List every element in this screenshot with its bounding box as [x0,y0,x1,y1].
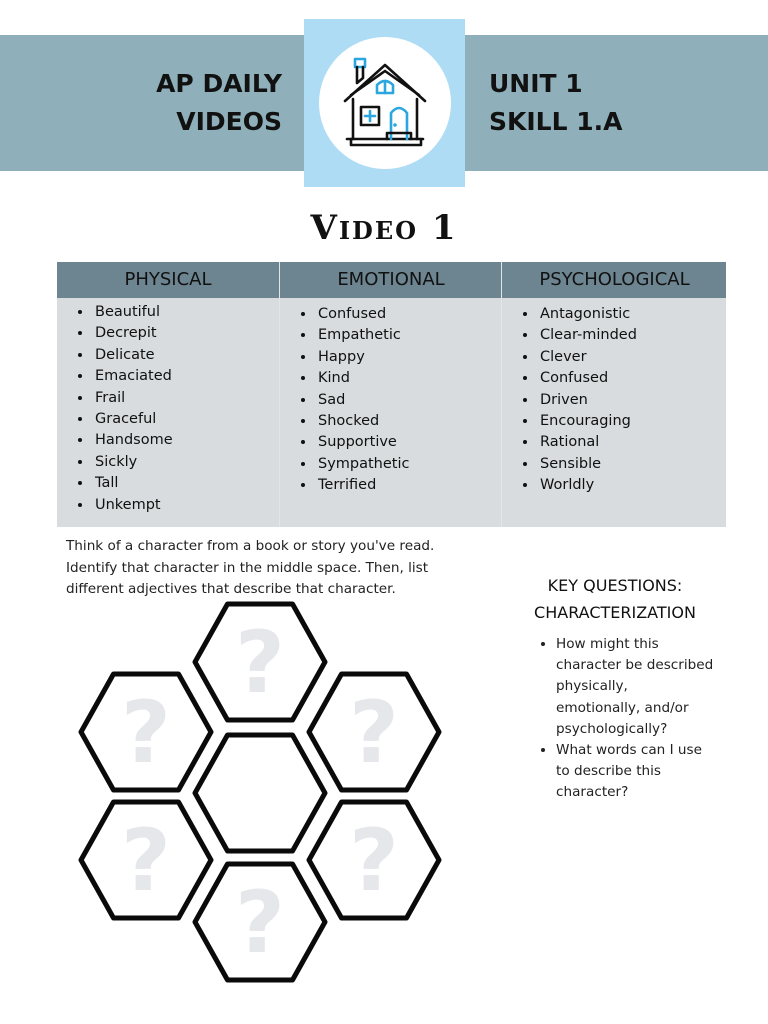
list-item: • Clear-minded [538,325,727,346]
list-item: • Sad [316,390,502,411]
banner-right-line1: UNIT 1 [489,69,583,98]
question-mark-placeholder: ? [235,873,285,973]
list-item: • Shocked [316,411,502,432]
list-item: • Sensible [538,454,727,475]
question-mark-placeholder: ? [349,811,399,911]
list-item: • Frail [93,388,279,409]
list-item: • Sympathetic [316,454,502,475]
list-item: • Decrepit [93,323,279,344]
list-item: • Driven [538,390,727,411]
list-item: • Antagonistic [538,304,727,325]
list-item: • Confused [316,304,502,325]
key-questions-title-line1: KEY QUESTIONS: [547,576,683,595]
banner-right-line2: SKILL 1.A [489,107,623,136]
list-item: • Delicate [93,345,279,366]
list-item: • Worldly [538,475,727,496]
key-questions-title-line2: CHARACTERIZATION [534,603,696,622]
list-item: • Emaciated [93,366,279,387]
banner-left-line2: VIDEOS [176,107,282,136]
list-item: • Supportive [316,432,502,453]
question-mark-placeholder: ? [121,811,171,911]
list-item: • Unkempt [93,495,279,516]
list-item: • Encouraging [538,411,727,432]
column-header-psychological: PSYCHOLOGICAL [539,269,690,290]
list-item: • Tall [93,473,279,494]
question-mark-placeholder: ? [235,613,285,713]
instructions-text: Think of a character from a book or story you've read. Identify that character in the middle space. Then, list different adjectives that describe that character. [66,538,435,597]
list-item: • Graceful [93,409,279,430]
banner-left-line1: AP DAILY [156,69,282,98]
list-item: • Clever [538,347,727,368]
question-mark-placeholder: ? [349,683,399,783]
list-item: • Handsome [93,430,279,451]
hex-center [195,735,325,851]
list-item: • Empathetic [316,325,502,346]
column-header-emotional: EMOTIONAL [337,269,445,290]
page-title: Video 1 [310,208,458,248]
list-item: • Beautiful [93,302,279,323]
list-item: • What words can I use to describe this character? [556,740,715,804]
list-item: • Sickly [93,452,279,473]
list-item: • Kind [316,368,502,389]
list-item: • Happy [316,347,502,368]
list-item: • Confused [538,368,727,389]
column-header-physical: PHYSICAL [124,269,212,290]
list-item: • Rational [538,432,727,453]
question-mark-placeholder: ? [121,683,171,783]
list-item: • How might this character be described physically, emotionally, and/or psychologically? [556,634,715,740]
list-item: • Terrified [316,475,502,496]
